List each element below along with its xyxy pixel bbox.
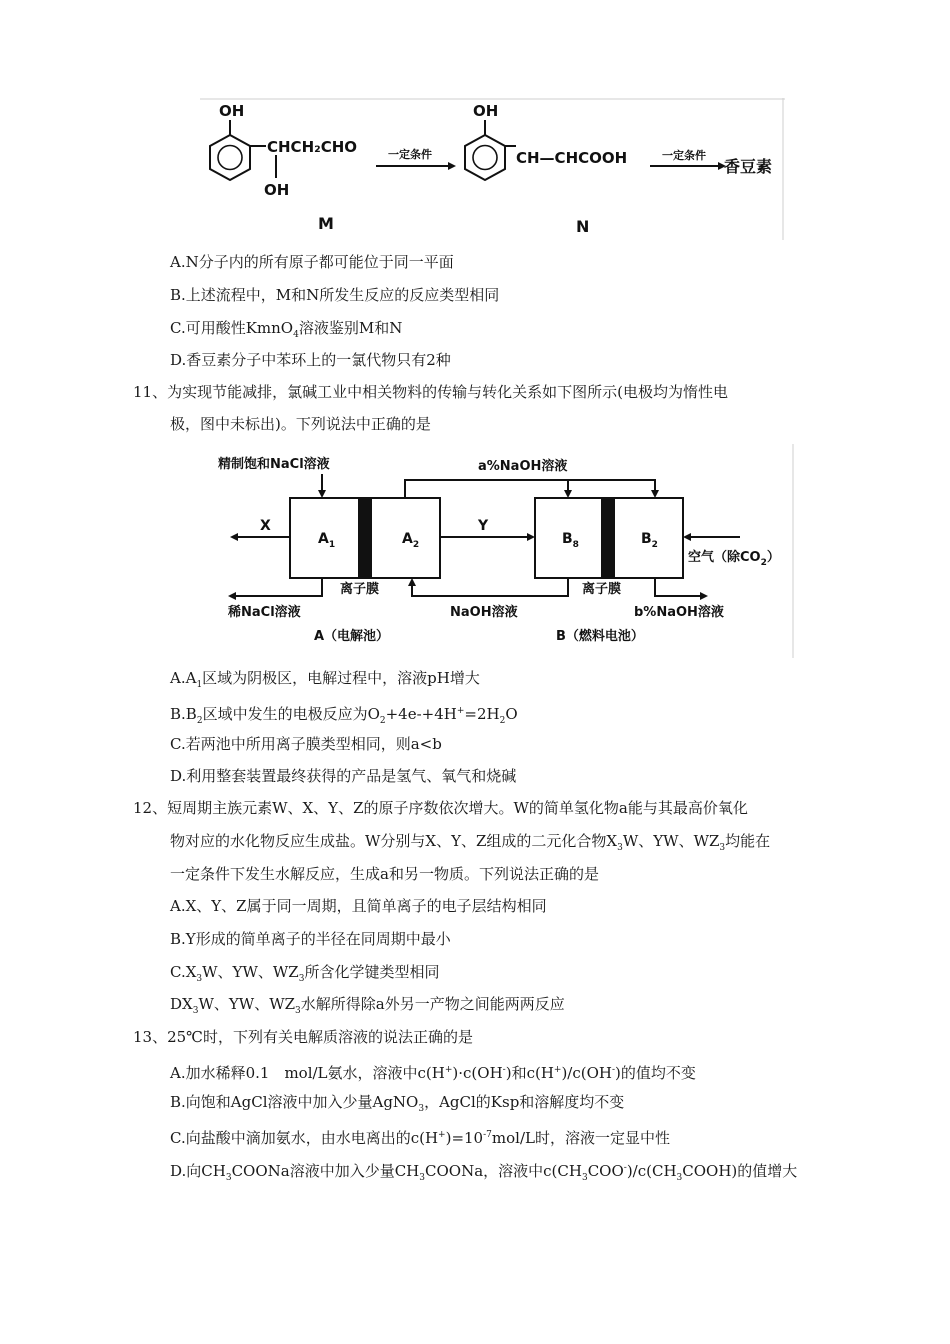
q12-option-a: A.X、Y、Z属于同一周期，且简单离子的电子层结构相同 [170,897,547,915]
q13-option-d: D.向$CH_3COONa$溶液中加入少量$CH_3COONa$，溶液中$c(CH_3COO^-)/c(CH_3COOH)$的值增大 [170,1162,798,1183]
q12-option-b: B.Y形成的简单离子的半径在同周期中最小 [170,930,451,948]
q11-option-a: $A.A_1$区域为阴极区，电解过程中，溶液pH增大 [170,669,480,690]
q12-option-c: $C.X_3W$、YW、$WZ_3$所含化学键类型相同 [170,963,440,984]
product-name: 香豆素 [724,157,773,176]
benzene-ring-m [210,120,266,180]
q10-option-d: D.香豆素分子中苯环上的一氯代物只有2种 [170,351,451,369]
cell-a-label: A（电解池） [314,629,390,644]
oh-top-n: OH [473,102,499,120]
q12-stem-line2: 物对应的水化物反应生成盐。W分别与X、Y、Z组成的二元化合物$X_3W$、YW、$WZ_3$均能在 [170,832,771,853]
q10-c-text: C.可用酸性KmnO [170,319,294,337]
q12-stem-line1: 12、短周期主族元素W、X、Y、Z的原子序数依次增大。W的简单氢化物a能与其最高价氧化 [133,799,748,817]
air-label: 空气（除$CO_2$） [688,550,780,568]
reaction-scheme-figure [200,98,785,240]
naoh-top-label: a%NaOH溶液 [478,459,568,474]
q10-option-b: B.上述流程中，M和N所发生反应的反应类型相同 [170,286,500,304]
oh-top-m: OH [219,102,245,120]
a1-label: $A_1$ [318,531,336,550]
membrane-b-label: 离子膜 [582,582,622,597]
chlor-alkali-diagram [200,444,795,658]
label-n: N [576,217,590,236]
q12-option-d: $DX_3W$、YW、$WZ_3$水解所得除a外另一产物之间能两两反应 [170,995,565,1016]
q11-option-b: $B.B_2$区域中发生的电极反应为$O_2+4e-+4H^+=2H_2O$ [170,705,518,726]
x-label: X [260,518,271,534]
cell-b-label: B（燃料电池） [556,629,644,644]
arrow1-label: 一定条件 [388,148,432,161]
chain-m: CHCH₂CHO [267,138,358,156]
oh-bottom-m: OH [264,181,290,199]
y-label: Y [478,518,489,534]
q10-c-sub: 4 [293,330,299,340]
q10-option-a: A.N分子内的所有原子都可能位于同一平面 [170,253,454,271]
q11-stem-line2: 极，图中未标出)。下列说法中正确的是 [170,415,431,433]
a2-label: $A_2$ [402,531,420,550]
feed-label: 精制饱和NaCl溶液 [218,457,330,472]
naoh-out-label: b%NaOH溶液 [634,605,724,620]
b2-label: $B_2$ [641,531,658,550]
q13-stem: 13、25℃时，下列有关电解质溶液的说法正确的是 [133,1028,473,1046]
naoh-mid-label: NaOH溶液 [450,605,518,620]
q13-option-c: C.向盐酸中滴加氨水，由水电离出的$c(H^+)=10^{-7}mol/L$时，溶液一定显中性 [170,1129,670,1147]
benzene-ring-n [465,120,516,180]
q13-option-b: B.向饱和AgCl溶液中加入少量AgNO$_3$，AgCl的Ksp和溶解度均不变 [170,1093,625,1114]
label-m: M [318,214,334,233]
q10-option-c [170,318,402,345]
chain-n: CH—CHCOOH [516,149,628,167]
q10-c-tail: 溶液鉴别M和N [298,319,403,337]
q13-option-a: A.加水稀释0.1 mol/L氨水，溶液中c(H+)·c(OH-)和c(H+)/c(OH-)的值均不变 [170,1064,696,1082]
dilute-nacl-label: 稀NaCl溶液 [228,605,301,620]
b8-label: $B_8$ [562,531,579,550]
q12-stem-line3: 一定条件下发生水解反应，生成a和另一物质。下列说法正确的是 [170,865,599,883]
arrow2-label: 一定条件 [662,149,706,162]
q11-option-d: D.利用整套装置最终获得的产品是氢气、氧气和烧碱 [170,767,517,785]
q11-stem-line1: 11、为实现节能减排，氯碱工业中相关物料的传输与转化关系如下图所示(电极均为惰性电 [133,383,728,401]
q11-option-c: C.若两池中所用离子膜类型相同，则a<b [170,735,442,753]
membrane-a-label: 离子膜 [340,582,380,597]
